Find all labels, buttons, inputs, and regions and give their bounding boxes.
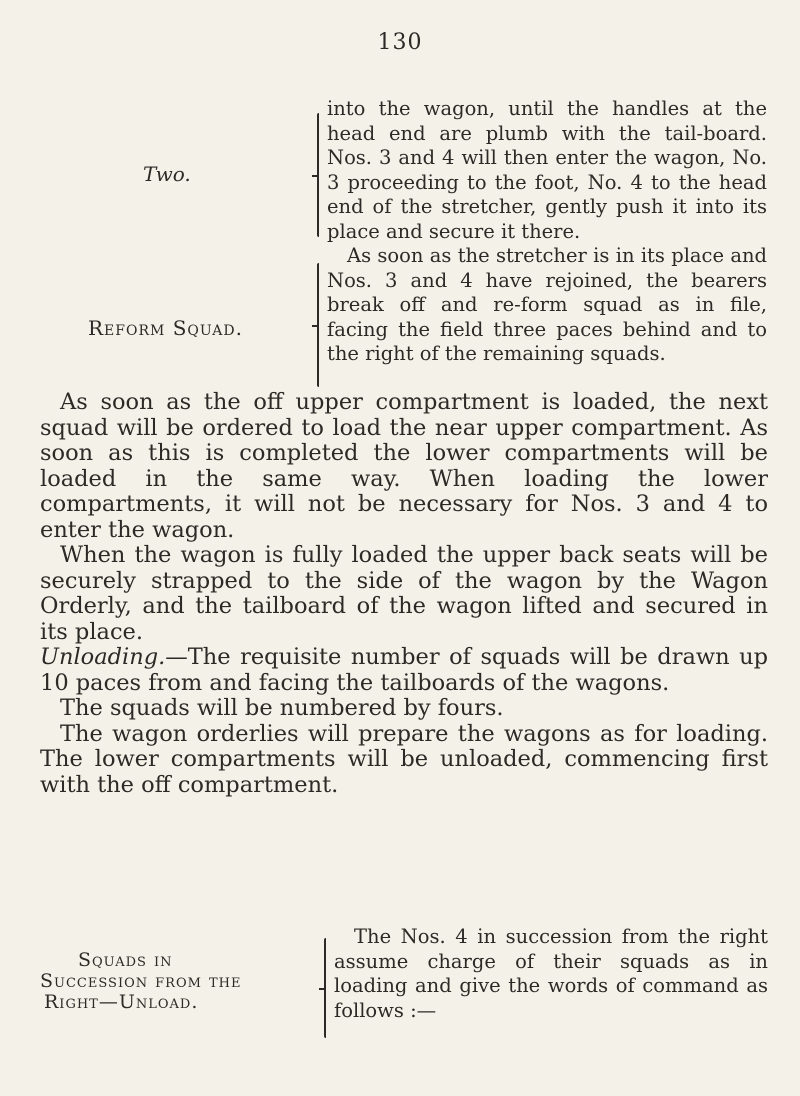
- succession-label-line1: Squads in: [78, 949, 173, 971]
- margin-label-two: Two.: [143, 162, 191, 186]
- brace-succession: [324, 938, 326, 1038]
- margin-label-reform-squad: Reform Squad.: [88, 316, 243, 340]
- main-text: [40, 390, 768, 798]
- unloading-heading: Unloading.: [40, 644, 166, 670]
- paragraph-numbered: The squads will be numbered by fours.: [60, 695, 504, 721]
- margin-label-succession: [40, 950, 330, 1013]
- paragraph-loading-compartments: As soon as the off upper compartment is loaded, the next squad will be ordered to load the near upper compartment. As soon as this is completed the lower compartments will be loaded in the same way. When loading the lower compartments, it will not be necessary for Nos. 3 and 4 to enter the wagon.: [40, 389, 768, 543]
- succession-label-line3: Right—Unload.: [44, 991, 199, 1013]
- paragraph-unloading: [40, 645, 768, 696]
- section-succession-text: The Nos. 4 in succession from the right assume charge of their squads as in loading and give the words of command as follows :—: [334, 925, 768, 1022]
- page-number: 130: [377, 30, 423, 55]
- brace-two: [317, 113, 319, 237]
- succession-label-line2: Succession from the: [40, 970, 242, 992]
- paragraph-prepare-wagons: The wagon orderlies will prepare the wagons as for loading. The lower compartments will be unloaded, commencing first with the off compartment.: [40, 720, 768, 798]
- paragraph-wagon-loaded: When the wagon is fully loaded the upper back seats will be securely strapped to the side of the wagon by the Wagon Orderly, and the tailboard of the wagon lifted and secured in its place.: [40, 542, 768, 645]
- section-two-text: into the wagon, until the handles at the head end are plumb with the tail-board. Nos. 3 and 4 will then enter the wagon, No. 3 proceeding to the foot, No. 4 to the head end of the stretcher, gently push it into its place and secure it there.: [327, 97, 767, 243]
- section-reform-text: As soon as the stretcher is in its place and Nos. 3 and 4 have rejoined, the bearers break off and re-form squad as in file, facing the field three paces behind and to the right of the remaining squads.: [327, 244, 767, 365]
- brace-reform-squad: [317, 263, 319, 387]
- unloading-text: —The requisite number of squads will be drawn up 10 paces from and facing the tailboards of the wagons.: [40, 644, 768, 696]
